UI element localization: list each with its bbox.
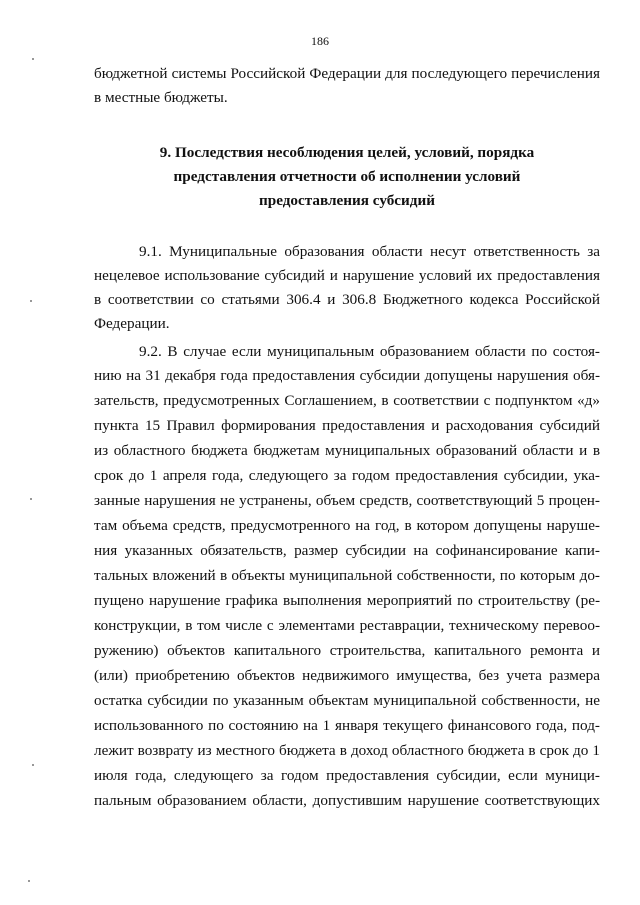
paragraph-line: нию на 31 декабря года предоставления субсидии допущены нарушения обя- bbox=[94, 367, 600, 384]
paragraph-line: срок до 1 апреля года, следующего за годом предоставления субсидии, ука- bbox=[94, 467, 600, 484]
scan-speck bbox=[30, 300, 32, 302]
section-heading: предоставления субсидий bbox=[259, 192, 435, 209]
section-heading: 9. Последствия несоблюдения целей, условий, порядка bbox=[159, 144, 535, 161]
paragraph-line: лежит возврату из местного бюджета в доход областного бюджета в срок до 1 bbox=[94, 742, 600, 759]
paragraph-line: 9.1. Муниципальные образования области несут ответственность за bbox=[139, 243, 600, 260]
paragraph-line: конструкции, в том числе с элементами реставрации, техническому перевоо- bbox=[94, 617, 600, 634]
paragraph-line: ния указанных обязательств, размер субсидии на софинансирование капи- bbox=[94, 542, 600, 559]
paragraph-line: там объема средств, предусмотренного на год, в котором допущены наруше- bbox=[94, 517, 600, 534]
section-heading: представления отчетности об исполнении условий bbox=[173, 168, 521, 185]
paragraph-line: занные нарушения не устранены, объем средств, соответствующий 5 процен- bbox=[94, 492, 600, 509]
paragraph-line: (или) приобретению объектов недвижимого имущества, без учета размера bbox=[94, 667, 600, 684]
paragraph-line: 9.2. В случае если муниципальным образованием области по состоя- bbox=[139, 343, 600, 360]
page-number: 186 bbox=[311, 34, 329, 48]
paragraph-line: нецелевое использование субсидий и нарушение условий их предоставления bbox=[94, 267, 600, 284]
scan-speck bbox=[28, 880, 30, 882]
scan-speck bbox=[32, 58, 34, 60]
paragraph-line: остатка субсидии по указанным объектам муниципальной собственности, не bbox=[94, 692, 600, 709]
paragraph-line: использованного по состоянию на 1 января текущего финансового года, под- bbox=[94, 717, 600, 734]
paragraph-line: в соответствии со статьями 306.4 и 306.8 Бюджетного кодекса Российской bbox=[94, 291, 600, 308]
paragraph-line: ружению) объектов капитального строительства, капитального ремонта и bbox=[94, 642, 600, 659]
paragraph-line: зательств, предусмотренных Соглашением, в соответствии с подпунктом «д» bbox=[94, 392, 600, 409]
paragraph-line: пущено нарушение графика выполнения мероприятий по строительству (ре- bbox=[94, 592, 600, 609]
paragraph-line: пункта 15 Правил формирования предоставления и расходования субсидий bbox=[94, 417, 600, 434]
intro-line: бюджетной системы Российской Федерации для последующего перечисления bbox=[94, 65, 600, 82]
paragraph-line: из областного бюджета бюджетам муниципальных образований области и в bbox=[94, 442, 600, 459]
paragraph-line: пальным образованием области, допустившим нарушение соответствующих bbox=[94, 792, 600, 809]
scan-speck bbox=[30, 498, 32, 500]
intro-line: в местные бюджеты. bbox=[94, 89, 228, 106]
paragraph-line: Федерации. bbox=[94, 315, 170, 332]
paragraph-line: июля года, следующего за годом предоставления субсидии, если муници- bbox=[94, 767, 600, 784]
scan-speck bbox=[32, 764, 34, 766]
paragraph-line: тальных вложений в объекты муниципальной собственности, по которым до- bbox=[94, 567, 600, 584]
